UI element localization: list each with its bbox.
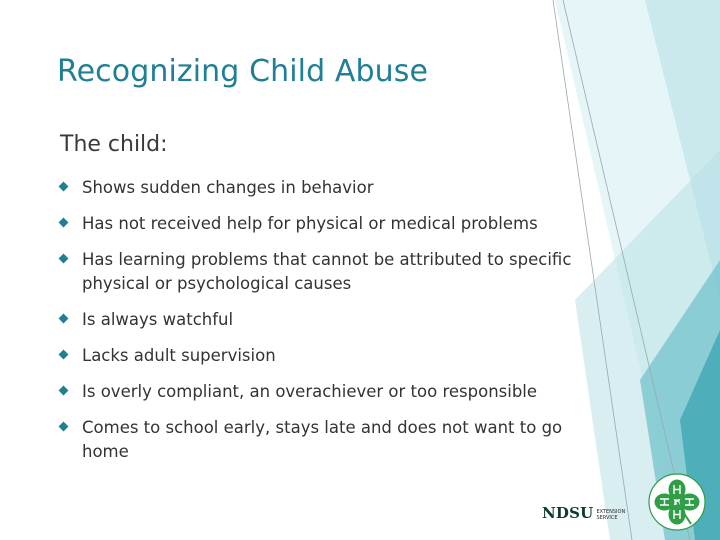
slide-subtitle: The child: bbox=[60, 132, 168, 157]
list-item-text: Is overly compliant, an overachiever or too responsible bbox=[82, 382, 538, 401]
list-item-text: Comes to school early, stays late and does not want to go home bbox=[82, 418, 563, 461]
diamond-bullet-icon bbox=[59, 254, 69, 264]
list-item-text: Lacks adult supervision bbox=[82, 346, 276, 365]
diamond-bullet-icon bbox=[59, 350, 69, 360]
four-h-clover-icon bbox=[648, 473, 706, 531]
list-item bbox=[60, 416, 600, 464]
list-item bbox=[60, 176, 600, 200]
diamond-bullet-icon bbox=[59, 314, 69, 324]
list-item bbox=[60, 248, 600, 296]
ndsu-logo-sub-line-1: EXTENSION bbox=[596, 509, 626, 515]
ndsu-logo-name: NDSU bbox=[542, 504, 594, 522]
list-item bbox=[60, 308, 600, 332]
list-item-text: Has not received help for physical or medical problems bbox=[82, 214, 538, 233]
list-item-text: Shows sudden changes in behavior bbox=[82, 178, 374, 197]
bullet-list bbox=[60, 176, 600, 476]
slide-title: Recognizing Child Abuse bbox=[57, 54, 429, 89]
ndsu-logo-sub-line-2: SERVICE bbox=[596, 515, 618, 521]
diamond-bullet-icon bbox=[59, 386, 69, 396]
list-item bbox=[60, 344, 600, 368]
ndsu-logo-subtitle bbox=[596, 509, 630, 521]
list-item bbox=[60, 380, 600, 404]
diamond-bullet-icon bbox=[59, 422, 69, 432]
list-item-text: Is always watchful bbox=[82, 310, 234, 329]
list-item-text: Has learning problems that cannot be attributed to specific physical or psychological causes bbox=[82, 250, 572, 293]
diamond-bullet-icon bbox=[59, 182, 69, 192]
ndsu-extension-logo bbox=[542, 506, 630, 521]
diamond-bullet-icon bbox=[59, 218, 69, 228]
list-item bbox=[60, 212, 600, 236]
